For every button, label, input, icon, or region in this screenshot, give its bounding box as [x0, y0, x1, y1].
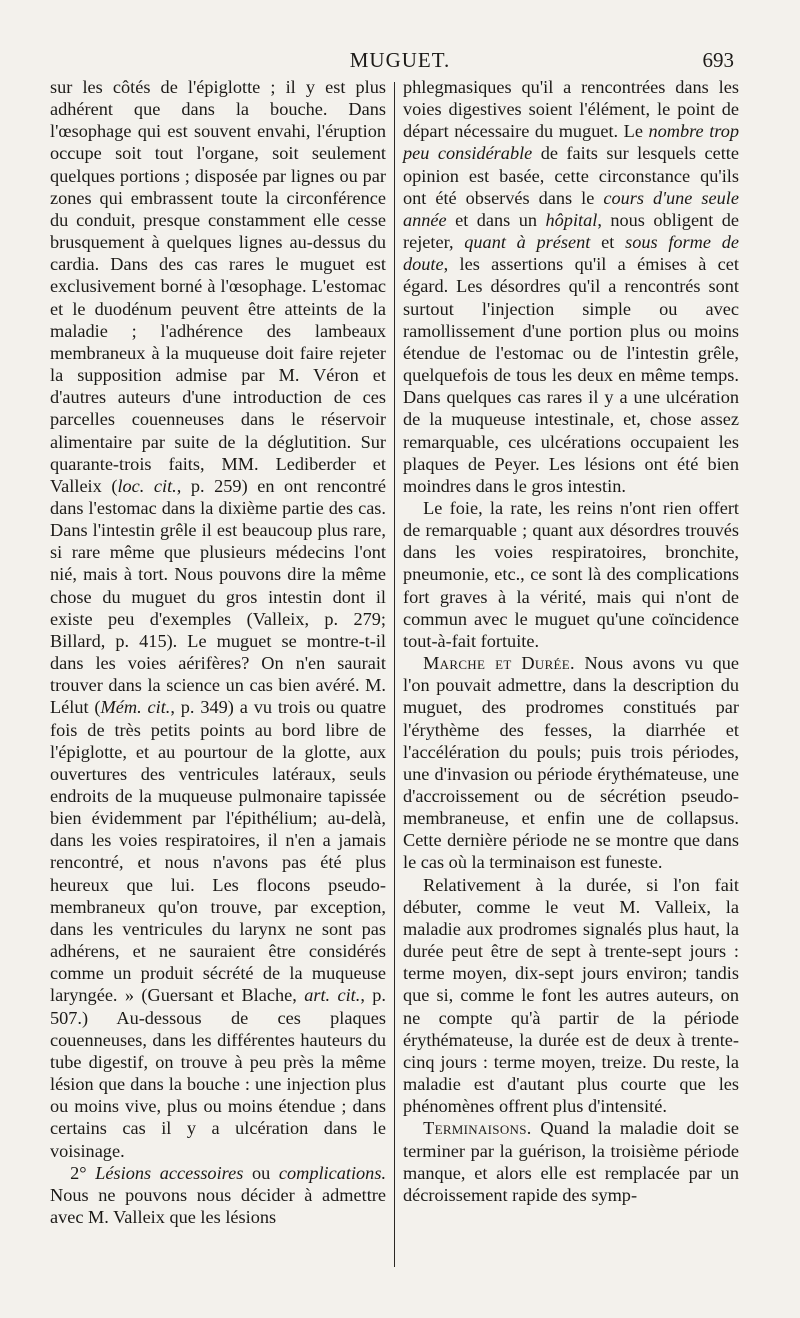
text-run: et dans un — [446, 209, 546, 230]
text-run: ou — [243, 1162, 279, 1183]
text-run: , p. 507.) Au-dessous de ces plaques couenneuses, dans les différentes hauteurs du tube digestif, on trouve à peu près la même lésion que dans la bouche : une injection plus ou moins vive, plus ou moins étendue ; dans certains cas il y a ulcération dans le voisinage. — [50, 985, 386, 1161]
text-run: de faits sur lesquels cette opinion est basée, cette circonstance qu'ils ont été observés dans le — [403, 143, 739, 208]
column-divider — [394, 82, 395, 1267]
text-run: Nous avons vu que l'on pouvait admettre, dans la description du muguet, des prodromes constitués par l'érythème des fesses, la diarrhée et l'accélération du pouls; puis trois périodes, une d'invasion ou période érythémateuse, une d'accroissement ou de sécrétion pseudo-membraneuse, et enfin une de collapsus. Cette dernière période ne se montre que dans le cas où la terminaison est funeste. — [403, 653, 739, 873]
right-paragraph-phlegmasic-lesions — [403, 76, 739, 497]
right-paragraph-terminaisons — [403, 1117, 739, 1206]
citation-italic: Mém. cit. — [100, 697, 171, 718]
left-column — [50, 76, 386, 1228]
section-heading-italic: complications. — [278, 1162, 387, 1183]
right-paragraph-other-organs: Le foie, la rate, les reins n'ont rien offert de remarquable ; quant aux désordres trouvés dans les voies respiratoires, bronchite, pneumonie, etc., ce sont là des complications fort graves à la vérité, mais qui n'ont de commun avec le muguet qu'une coïncidence tout-à-fait fortuite. — [403, 497, 739, 651]
emphasis-italic: sous forme de doute — [403, 232, 739, 275]
emphasis-italic: cours d'une seule année — [403, 187, 739, 230]
text-run: Quand la maladie doit se terminer par la guérison, la troisième période manque, et alors elle est remplacée par un décroissement rapide des symp- — [403, 1118, 739, 1205]
right-paragraph-duration: Relativement à la durée, si l'on fait débuter, comme le veut M. Valleix, la maladie aux prodromes signalés plus haut, la durée peut être de sept à trente-sept jours : terme moyen, dix-sept jours environ; tandis que si, comme le font les autres auteurs, on ne compte qu'à partir de la période érythémateuse, la durée est de deux à trente-cinq jours : terme moyen, treize. Du reste, la maladie est d'autant plus courte que les phénomènes offrent plus d'intensité. — [403, 874, 739, 1117]
citation-italic: art. cit. — [304, 985, 361, 1006]
text-run: Nous ne pouvons nous décider à admettre avec M. Valleix que les lésions — [50, 1184, 386, 1227]
text-run: sur les côtés de l'épiglotte ; il y est plus adhérent que dans la bouche. Dans l'œsophage qui est souvent envahi, l'éruption occupe soit tout l'organe, soit seulement quelques portions ; disposée par lignes ou par zones qui embrassent toute la circonférence du conduit, presque constamment elle cesse brusquement à quelques lignes au-dessus du cardia. Dans des cas rares le muguet est exclusivement borné à l'œsophage. L'estomac et le duodénum peuvent être atteints de la maladie ; l'adhérence des lambeaux membraneux à la muqueuse doit faire rejeter la supposition admise par M. Véron et d'autres auteurs d'une introduction de ces parcelles couenneuses dans le réservoir alimentaire par suite de la déglutition. Sur quarante-trois faits, MM. Lediberder et Valleix ( — [50, 77, 386, 496]
right-paragraph-marche-duree — [403, 652, 739, 874]
running-title: MUGUET. — [349, 48, 451, 72]
text-run: , p. 259) en ont rencontré dans l'estomac dans la dixième partie des cas. Dans l'intestin grêle il est beaucoup plus rare, si rare même que plusieurs médecins l'ont nié, mais à tort. Nous pouvons dire la même chose du muguet du gros intestin dont il existe peu d'exemples (Valleix, p. 279; Billard, p. 415). Le muguet se montre-t-il dans les voies aérifères? On n'en saurait trouver dans la science un cas bien avéré. M. Lélut ( — [50, 475, 386, 718]
page-number: 693 — [702, 48, 734, 72]
text-run: phlegmasiques qu'il a rencontrées dans les voies digestives soient l'élément, le point de départ nécessaire du muguet. Le — [403, 77, 739, 142]
emphasis-italic: quant à présent — [464, 232, 591, 253]
text-run: , les assertions qu'il a émises à cet égard. Les désordres qu'il a rencontrés sont surtout l'injection simple ou avec ramollissement d'une portion plus ou moins étendue de l'estomac ou de l'intestin grêle, quelquefois de tous les deux en même temps. Dans quelques cas rares il y a une ulcération de la muqueuse intestinale, et, chose assez remarquable, ces ulcérations occupaient les plaques de Peyer. Les lésions ont été bien moindres dans le gros intestin. — [403, 254, 739, 496]
text-run: , p. 349) a vu trois ou quatre fois de très petits points au bord libre de l'épiglotte, et au pourtour de la glotte, aux ouvertures des ventricules latéraux, seuls endroits de la muqueuse pulmonaire tapissée bien évidemment par l'épithélium; au-delà, dans les voies respiratoires, il n'en a jamais rencontré, et nous n'avons pas été plus heureux que lui. Les flocons pseudo-membraneux qu'on trouve, par exception, dans les ventricules du larynx ne sont pas adhérens, et ne sauraient être considérés comme un produit sécrété de la muqueuse laryngée. » (Guersant et Blache, — [50, 697, 387, 1006]
right-column — [403, 76, 739, 1206]
emphasis-italic: hôpital — [545, 209, 598, 230]
page-header — [0, 44, 800, 74]
section-heading-smallcaps: Marche et Durée. — [423, 653, 575, 674]
text-run: et — [590, 232, 626, 253]
text-run: , nous obligent de rejeter, — [403, 209, 739, 253]
left-paragraph-lesions-continued — [50, 76, 386, 1162]
left-paragraph-accessory-lesions — [50, 1162, 386, 1228]
section-heading-italic: Lésions accessoires — [95, 1162, 244, 1183]
emphasis-italic: nombre trop peu considérable — [403, 121, 739, 164]
section-heading-smallcaps: Terminaisons. — [423, 1118, 532, 1139]
citation-italic: loc. cit. — [117, 475, 177, 496]
section-number: 2° — [70, 1162, 96, 1183]
